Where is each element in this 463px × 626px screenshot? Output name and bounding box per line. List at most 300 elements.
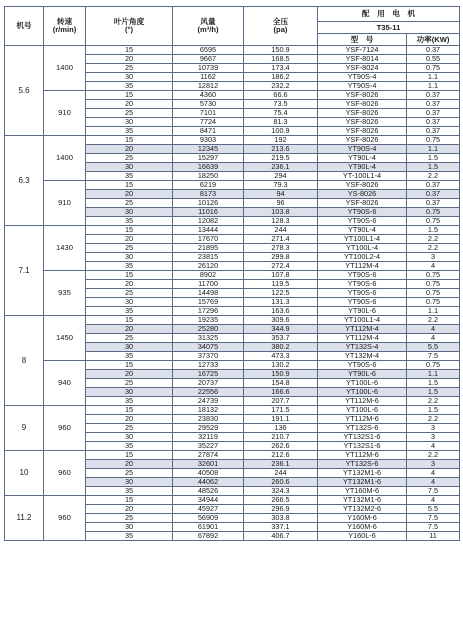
pressure-cell: 262.6	[244, 442, 318, 451]
motor-type-cell: YT90S-6	[318, 280, 407, 289]
angle-cell: 35	[86, 397, 173, 406]
flow-cell: 25280	[173, 325, 244, 334]
motor-power-cell: 2.2	[407, 316, 460, 325]
motor-type-cell: Y160L-6	[318, 532, 407, 541]
motor-power-cell: 2.2	[407, 235, 460, 244]
flow-cell: 1162	[173, 73, 244, 82]
flow-cell: 23830	[173, 415, 244, 424]
speed-cell: 910	[44, 91, 86, 136]
model-cell: 11.2	[5, 496, 44, 541]
flow-cell: 17670	[173, 235, 244, 244]
motor-type-cell: YT90L-4	[318, 163, 407, 172]
speed-cell: 960	[44, 496, 86, 541]
speed-cell: 910	[44, 181, 86, 226]
pressure-cell: 163.6	[244, 307, 318, 316]
motor-type-cell: YT90S-6	[318, 298, 407, 307]
flow-cell: 8173	[173, 190, 244, 199]
motor-type-cell: YSF-8026	[318, 199, 407, 208]
header-motor-group: 配 用 电 机	[318, 7, 460, 22]
angle-cell: 35	[86, 172, 173, 181]
flow-cell: 24739	[173, 397, 244, 406]
angle-cell: 35	[86, 352, 173, 361]
angle-cell: 25	[86, 244, 173, 253]
flow-cell: 10739	[173, 64, 244, 73]
flow-cell: 6595	[173, 46, 244, 55]
motor-type-cell: YT112M-6	[318, 451, 407, 460]
motor-power-cell: 0.37	[407, 181, 460, 190]
flow-cell: 6219	[173, 181, 244, 190]
table-row	[5, 316, 460, 325]
flow-cell: 18132	[173, 406, 244, 415]
header-motor-power: 功率(KW)	[407, 34, 460, 46]
pressure-cell: 131.3	[244, 298, 318, 307]
angle-cell: 15	[86, 406, 173, 415]
pressure-cell: 244	[244, 226, 318, 235]
header-angle: 叶片角度 (°)	[86, 7, 173, 46]
pressure-cell: 236.1	[244, 163, 318, 172]
flow-cell: 16725	[173, 370, 244, 379]
motor-power-cell: 0.75	[407, 64, 460, 73]
motor-type-cell: YT100L-6	[318, 406, 407, 415]
pressure-cell: 150.9	[244, 46, 318, 55]
angle-cell: 25	[86, 334, 173, 343]
angle-cell: 15	[86, 451, 173, 460]
angle-cell: 25	[86, 424, 173, 433]
motor-type-cell: YT100L2-4	[318, 253, 407, 262]
motor-power-cell: 1.1	[407, 370, 460, 379]
pressure-cell: 344.9	[244, 325, 318, 334]
angle-cell: 25	[86, 379, 173, 388]
flow-cell: 20737	[173, 379, 244, 388]
motor-power-cell: 0.55	[407, 55, 460, 64]
header-angle-unit: (°)	[124, 25, 134, 34]
table-row	[5, 496, 460, 505]
motor-power-cell: 1.5	[407, 406, 460, 415]
motor-type-cell: YSF-8026	[318, 91, 407, 100]
pressure-cell: 154.8	[244, 379, 318, 388]
flow-cell: 10126	[173, 199, 244, 208]
motor-power-cell: 0.37	[407, 199, 460, 208]
angle-cell: 20	[86, 460, 173, 469]
motor-power-cell: 0.75	[407, 217, 460, 226]
pressure-cell: 119.5	[244, 280, 318, 289]
motor-type-cell: YT-100L1-4	[318, 172, 407, 181]
header-motor-type: 型 号	[318, 34, 407, 46]
motor-type-cell: Y160M-6	[318, 514, 407, 523]
motor-type-cell: YT112M-6	[318, 415, 407, 424]
pressure-cell: 278.3	[244, 244, 318, 253]
table-row	[5, 91, 460, 100]
motor-power-cell: 4	[407, 442, 460, 451]
model-cell: 10	[5, 451, 44, 496]
flow-cell: 14498	[173, 289, 244, 298]
angle-cell: 15	[86, 361, 173, 370]
motor-power-cell: 0.75	[407, 208, 460, 217]
pressure-cell: 473.3	[244, 352, 318, 361]
flow-cell: 16639	[173, 163, 244, 172]
speed-cell: 1400	[44, 136, 86, 181]
motor-power-cell: 1.5	[407, 163, 460, 172]
motor-power-cell: 4	[407, 496, 460, 505]
motor-type-cell: YT90S-4	[318, 73, 407, 82]
angle-cell: 20	[86, 370, 173, 379]
motor-type-cell: YT112M-4	[318, 262, 407, 271]
motor-type-cell: YT100L1-4	[318, 235, 407, 244]
pressure-cell: 130.2	[244, 361, 318, 370]
pressure-cell: 192	[244, 136, 318, 145]
pressure-cell: 73.5	[244, 100, 318, 109]
flow-cell: 44062	[173, 478, 244, 487]
header-pressure-unit: (pa)	[273, 25, 288, 34]
motor-type-cell: YSF-8026	[318, 100, 407, 109]
angle-cell: 25	[86, 64, 173, 73]
flow-cell: 32119	[173, 433, 244, 442]
motor-power-cell: 0.37	[407, 100, 460, 109]
motor-power-cell: 0.75	[407, 280, 460, 289]
fan-performance-table-container	[4, 6, 459, 541]
angle-cell: 35	[86, 487, 173, 496]
motor-power-cell: 1.1	[407, 73, 460, 82]
motor-type-cell: YSF-8026	[318, 127, 407, 136]
angle-cell: 30	[86, 388, 173, 397]
angle-cell: 30	[86, 478, 173, 487]
motor-type-cell: YT90L-4	[318, 226, 407, 235]
flow-cell: 4360	[173, 91, 244, 100]
header-speed-unit: (r/min)	[52, 25, 77, 34]
angle-cell: 20	[86, 325, 173, 334]
pressure-cell: 244	[244, 469, 318, 478]
flow-cell: 48526	[173, 487, 244, 496]
pressure-cell: 380.2	[244, 343, 318, 352]
pressure-cell: 337.1	[244, 523, 318, 532]
header-flow-unit: (m³/h)	[197, 25, 219, 34]
flow-cell: 31325	[173, 334, 244, 343]
pressure-cell: 207.7	[244, 397, 318, 406]
motor-power-cell: 0.75	[407, 271, 460, 280]
pressure-cell: 173.4	[244, 64, 318, 73]
header-pressure: 全压 (pa)	[244, 7, 318, 46]
motor-type-cell: YT100L-6	[318, 388, 407, 397]
pressure-cell: 122.5	[244, 289, 318, 298]
angle-cell: 15	[86, 226, 173, 235]
pressure-cell: 79.3	[244, 181, 318, 190]
motor-type-cell: YT160M-6	[318, 487, 407, 496]
motor-power-cell: 1.5	[407, 154, 460, 163]
motor-power-cell: 7.5	[407, 352, 460, 361]
flow-cell: 29529	[173, 424, 244, 433]
angle-cell: 35	[86, 82, 173, 91]
motor-type-cell: YT132S-6	[318, 424, 407, 433]
motor-type-cell: YSF-8026	[318, 109, 407, 118]
angle-cell: 25	[86, 109, 173, 118]
motor-type-cell: YT90L-6	[318, 370, 407, 379]
motor-power-cell: 5.5	[407, 505, 460, 514]
motor-type-cell: YT90S-6	[318, 208, 407, 217]
angle-cell: 35	[86, 262, 173, 271]
flow-cell: 23815	[173, 253, 244, 262]
flow-cell: 34944	[173, 496, 244, 505]
angle-cell: 30	[86, 298, 173, 307]
motor-type-cell: YT112M-4	[318, 334, 407, 343]
motor-type-cell: Y160M-6	[318, 523, 407, 532]
flow-cell: 15769	[173, 298, 244, 307]
motor-type-cell: YSF-8026	[318, 136, 407, 145]
pressure-cell: 168.5	[244, 55, 318, 64]
pressure-cell: 260.6	[244, 478, 318, 487]
speed-cell: 1450	[44, 316, 86, 361]
angle-cell: 25	[86, 199, 173, 208]
motor-power-cell: 4	[407, 262, 460, 271]
angle-cell: 30	[86, 343, 173, 352]
flow-cell: 40508	[173, 469, 244, 478]
flow-cell: 17296	[173, 307, 244, 316]
speed-cell: 1430	[44, 226, 86, 271]
motor-type-cell: YT132M1-6	[318, 496, 407, 505]
motor-power-cell: 4	[407, 469, 460, 478]
pressure-cell: 266.5	[244, 496, 318, 505]
flow-cell: 9667	[173, 55, 244, 64]
motor-type-cell: YT90S-6	[318, 289, 407, 298]
pressure-cell: 299.8	[244, 253, 318, 262]
fan-performance-table	[4, 6, 460, 541]
model-cell: 9	[5, 406, 44, 451]
flow-cell: 13444	[173, 226, 244, 235]
motor-type-cell: YS-8026	[318, 190, 407, 199]
angle-cell: 30	[86, 208, 173, 217]
motor-type-cell: YT132S-6	[318, 460, 407, 469]
pressure-cell: 96	[244, 199, 318, 208]
flow-cell: 18250	[173, 172, 244, 181]
angle-cell: 15	[86, 46, 173, 55]
pressure-cell: 324.3	[244, 487, 318, 496]
motor-type-cell: YT90S-6	[318, 217, 407, 226]
motor-power-cell: 4	[407, 334, 460, 343]
flow-cell: 19235	[173, 316, 244, 325]
model-cell: 8	[5, 316, 44, 406]
flow-cell: 11700	[173, 280, 244, 289]
motor-power-cell: 4	[407, 478, 460, 487]
angle-cell: 35	[86, 442, 173, 451]
pressure-cell: 219.5	[244, 154, 318, 163]
motor-power-cell: 7.5	[407, 514, 460, 523]
motor-power-cell: 0.37	[407, 118, 460, 127]
motor-power-cell: 1.1	[407, 307, 460, 316]
pressure-cell: 353.7	[244, 334, 318, 343]
flow-cell: 12812	[173, 82, 244, 91]
model-cell: 6.3	[5, 136, 44, 226]
motor-power-cell: 1.5	[407, 379, 460, 388]
pressure-cell: 309.6	[244, 316, 318, 325]
motor-power-cell: 1.1	[407, 82, 460, 91]
flow-cell: 26120	[173, 262, 244, 271]
motor-power-cell: 3	[407, 433, 460, 442]
angle-cell: 15	[86, 181, 173, 190]
motor-power-cell: 2.2	[407, 397, 460, 406]
flow-cell: 37370	[173, 352, 244, 361]
flow-cell: 35227	[173, 442, 244, 451]
motor-power-cell: 2.2	[407, 451, 460, 460]
motor-type-cell: YT132M1-6	[318, 478, 407, 487]
pressure-cell: 66.6	[244, 91, 318, 100]
pressure-cell: 212.6	[244, 451, 318, 460]
model-cell: 5.6	[5, 46, 44, 136]
motor-power-cell: 7.5	[407, 487, 460, 496]
header-speed: 转速 (r/min)	[44, 7, 86, 46]
motor-type-cell: YSF-8024	[318, 64, 407, 73]
flow-cell: 32601	[173, 460, 244, 469]
angle-cell: 20	[86, 505, 173, 514]
motor-power-cell: 1.5	[407, 226, 460, 235]
motor-type-cell: YT132M1-6	[318, 469, 407, 478]
motor-power-cell: 2.2	[407, 415, 460, 424]
pressure-cell: 94	[244, 190, 318, 199]
motor-power-cell: 2.2	[407, 244, 460, 253]
pressure-cell: 136	[244, 424, 318, 433]
pressure-cell: 296.9	[244, 505, 318, 514]
speed-cell: 940	[44, 361, 86, 406]
motor-type-cell: YT90S-6	[318, 361, 407, 370]
table-row	[5, 271, 460, 280]
pressure-cell: 236.1	[244, 460, 318, 469]
angle-cell: 20	[86, 190, 173, 199]
motor-type-cell: YSF-8026	[318, 118, 407, 127]
flow-cell: 7724	[173, 118, 244, 127]
angle-cell: 30	[86, 253, 173, 262]
angle-cell: 20	[86, 280, 173, 289]
motor-power-cell: 11	[407, 532, 460, 541]
motor-type-cell: YSF-8026	[318, 181, 407, 190]
pressure-cell: 100.9	[244, 127, 318, 136]
speed-cell: 960	[44, 451, 86, 496]
motor-type-cell: YT132S1-6	[318, 433, 407, 442]
pressure-cell: 271.4	[244, 235, 318, 244]
header-motor-series: T35-11	[318, 22, 460, 34]
flow-cell: 45927	[173, 505, 244, 514]
angle-cell: 30	[86, 73, 173, 82]
motor-power-cell: 3	[407, 460, 460, 469]
motor-type-cell: YT112M-6	[318, 397, 407, 406]
flow-cell: 15297	[173, 154, 244, 163]
angle-cell: 20	[86, 415, 173, 424]
pressure-cell: 171.5	[244, 406, 318, 415]
motor-type-cell: YT132S-4	[318, 343, 407, 352]
pressure-cell: 166.6	[244, 388, 318, 397]
table-body	[5, 46, 460, 541]
motor-power-cell: 0.75	[407, 136, 460, 145]
motor-power-cell: 0.37	[407, 46, 460, 55]
pressure-cell: 186.2	[244, 73, 318, 82]
flow-cell: 61901	[173, 523, 244, 532]
angle-cell: 35	[86, 127, 173, 136]
pressure-cell: 128.3	[244, 217, 318, 226]
header-flow: 风量 (m³/h)	[173, 7, 244, 46]
table-row	[5, 46, 460, 55]
model-cell: 7.1	[5, 226, 44, 316]
speed-cell: 1400	[44, 46, 86, 91]
motor-type-cell: YT132M2-6	[318, 505, 407, 514]
motor-power-cell: 0.75	[407, 289, 460, 298]
motor-type-cell: YT132S1-6	[318, 442, 407, 451]
flow-cell: 11016	[173, 208, 244, 217]
motor-power-cell: 0.75	[407, 298, 460, 307]
motor-type-cell: YT90S-4	[318, 82, 407, 91]
pressure-cell: 107.8	[244, 271, 318, 280]
motor-power-cell: 3	[407, 253, 460, 262]
pressure-cell: 75.4	[244, 109, 318, 118]
flow-cell: 22556	[173, 388, 244, 397]
angle-cell: 35	[86, 217, 173, 226]
angle-cell: 30	[86, 163, 173, 172]
motor-power-cell: 1.5	[407, 388, 460, 397]
motor-power-cell: 7.5	[407, 523, 460, 532]
motor-type-cell: YT90S-4	[318, 145, 407, 154]
angle-cell: 15	[86, 91, 173, 100]
table-row	[5, 451, 460, 460]
motor-type-cell: YSF-8014	[318, 55, 407, 64]
flow-cell: 34075	[173, 343, 244, 352]
flow-cell: 8902	[173, 271, 244, 280]
flow-cell: 12345	[173, 145, 244, 154]
angle-cell: 20	[86, 235, 173, 244]
pressure-cell: 103.8	[244, 208, 318, 217]
table-row	[5, 136, 460, 145]
flow-cell: 27874	[173, 451, 244, 460]
pressure-cell: 303.8	[244, 514, 318, 523]
motor-power-cell: 5.5	[407, 343, 460, 352]
angle-cell: 30	[86, 433, 173, 442]
angle-cell: 25	[86, 514, 173, 523]
angle-cell: 15	[86, 496, 173, 505]
table-row	[5, 361, 460, 370]
angle-cell: 30	[86, 118, 173, 127]
speed-cell: 935	[44, 271, 86, 316]
flow-cell: 9303	[173, 136, 244, 145]
pressure-cell: 81.3	[244, 118, 318, 127]
flow-cell: 56909	[173, 514, 244, 523]
flow-cell: 67892	[173, 532, 244, 541]
motor-type-cell: YT100L1-4	[318, 316, 407, 325]
motor-power-cell: 0.37	[407, 127, 460, 136]
pressure-cell: 294	[244, 172, 318, 181]
flow-cell: 8471	[173, 127, 244, 136]
pressure-cell: 210.7	[244, 433, 318, 442]
flow-cell: 5730	[173, 100, 244, 109]
motor-power-cell: 4	[407, 325, 460, 334]
angle-cell: 25	[86, 469, 173, 478]
angle-cell: 30	[86, 523, 173, 532]
motor-power-cell: 0.37	[407, 190, 460, 199]
table-row	[5, 406, 460, 415]
table-row	[5, 181, 460, 190]
pressure-cell: 191.1	[244, 415, 318, 424]
motor-power-cell: 2.2	[407, 172, 460, 181]
motor-type-cell: YT132M-4	[318, 352, 407, 361]
flow-cell: 12082	[173, 217, 244, 226]
header-model: 机号	[5, 7, 44, 46]
motor-power-cell: 0.75	[407, 361, 460, 370]
pressure-cell: 272.4	[244, 262, 318, 271]
angle-cell: 25	[86, 289, 173, 298]
angle-cell: 20	[86, 55, 173, 64]
motor-type-cell: YT112M-4	[318, 325, 407, 334]
flow-cell: 21895	[173, 244, 244, 253]
angle-cell: 15	[86, 316, 173, 325]
angle-cell: 15	[86, 136, 173, 145]
pressure-cell: 232.2	[244, 82, 318, 91]
motor-type-cell: YT90L-4	[318, 154, 407, 163]
pressure-cell: 213.6	[244, 145, 318, 154]
pressure-cell: 150.9	[244, 370, 318, 379]
